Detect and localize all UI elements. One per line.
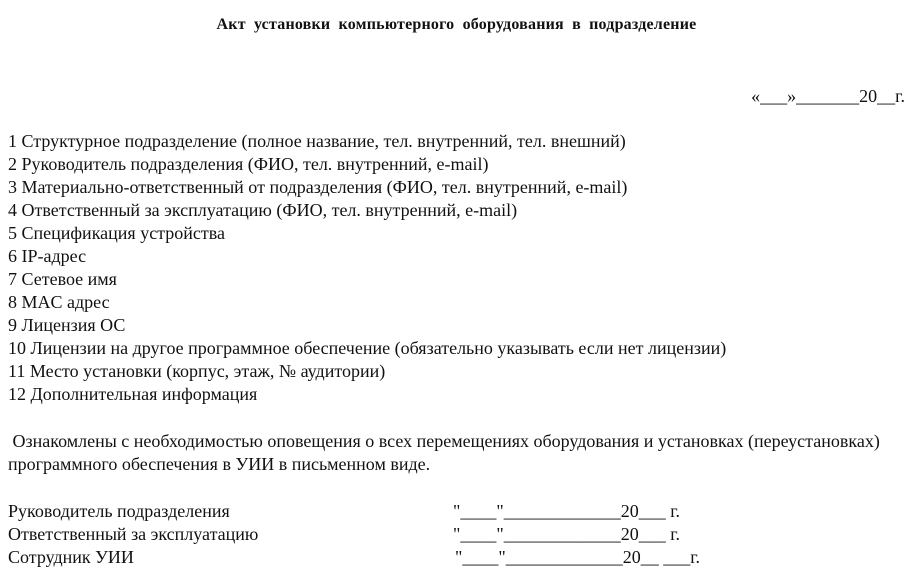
signature-role: Руководитель подразделения <box>8 501 230 521</box>
list-item: 2 Руководитель подразделения (ФИО, тел. внутренний, e-mail) <box>8 154 489 174</box>
list-item: 10 Лицензии на другое программное обеспечение (обязательно указывать если нет лицензии) <box>8 338 727 358</box>
signature-row <box>8 546 908 569</box>
list-item: 8 MAC адрес <box>8 292 110 312</box>
list-item: 1 Структурное подразделение (полное название, тел. внутренний, тел. внешний) <box>8 131 626 151</box>
list-item: 12 Дополнительная информация <box>8 384 258 404</box>
list-item: 9 Лицензия ОС <box>8 315 126 335</box>
list-item: 5 Спецификация устройства <box>8 223 226 243</box>
list-item: 6 IP-адрес <box>8 246 87 266</box>
notice-paragraph <box>8 430 888 476</box>
signature-row <box>8 523 908 546</box>
signature-block <box>8 500 908 569</box>
signature-role: Сотрудник УИИ <box>8 547 134 567</box>
list-item: 4 Ответственный за эксплуатацию (ФИО, тел. внутренний, e-mail) <box>8 200 518 220</box>
list-item: 3 Материально-ответственный от подразделения (ФИО, тел. внутренний, e-mail) <box>8 177 628 197</box>
signature-date: "____"_____________20___ г. <box>453 524 681 544</box>
signature-row <box>8 500 908 523</box>
list-item: 7 Сетевое имя <box>8 269 117 289</box>
document-date-line: «___»_______20__г. <box>751 86 905 106</box>
notice-text: Ознакомлены с необходимостью оповещения о всех перемещениях оборудования и установках (переустановках) программного обеспечения в УИИ в письменном виде. <box>8 431 880 474</box>
signature-date: "____"_____________20__ ___г. <box>455 547 701 567</box>
document-title: Акт установки компьютерного оборудования в подразделение <box>216 16 697 33</box>
list-item: 11 Место установки (корпус, этаж, № аудитории) <box>8 361 386 381</box>
signature-role: Ответственный за эксплуатацию <box>8 524 259 544</box>
signature-date: "____"_____________20___ г. <box>453 501 681 521</box>
item-list <box>8 130 726 406</box>
